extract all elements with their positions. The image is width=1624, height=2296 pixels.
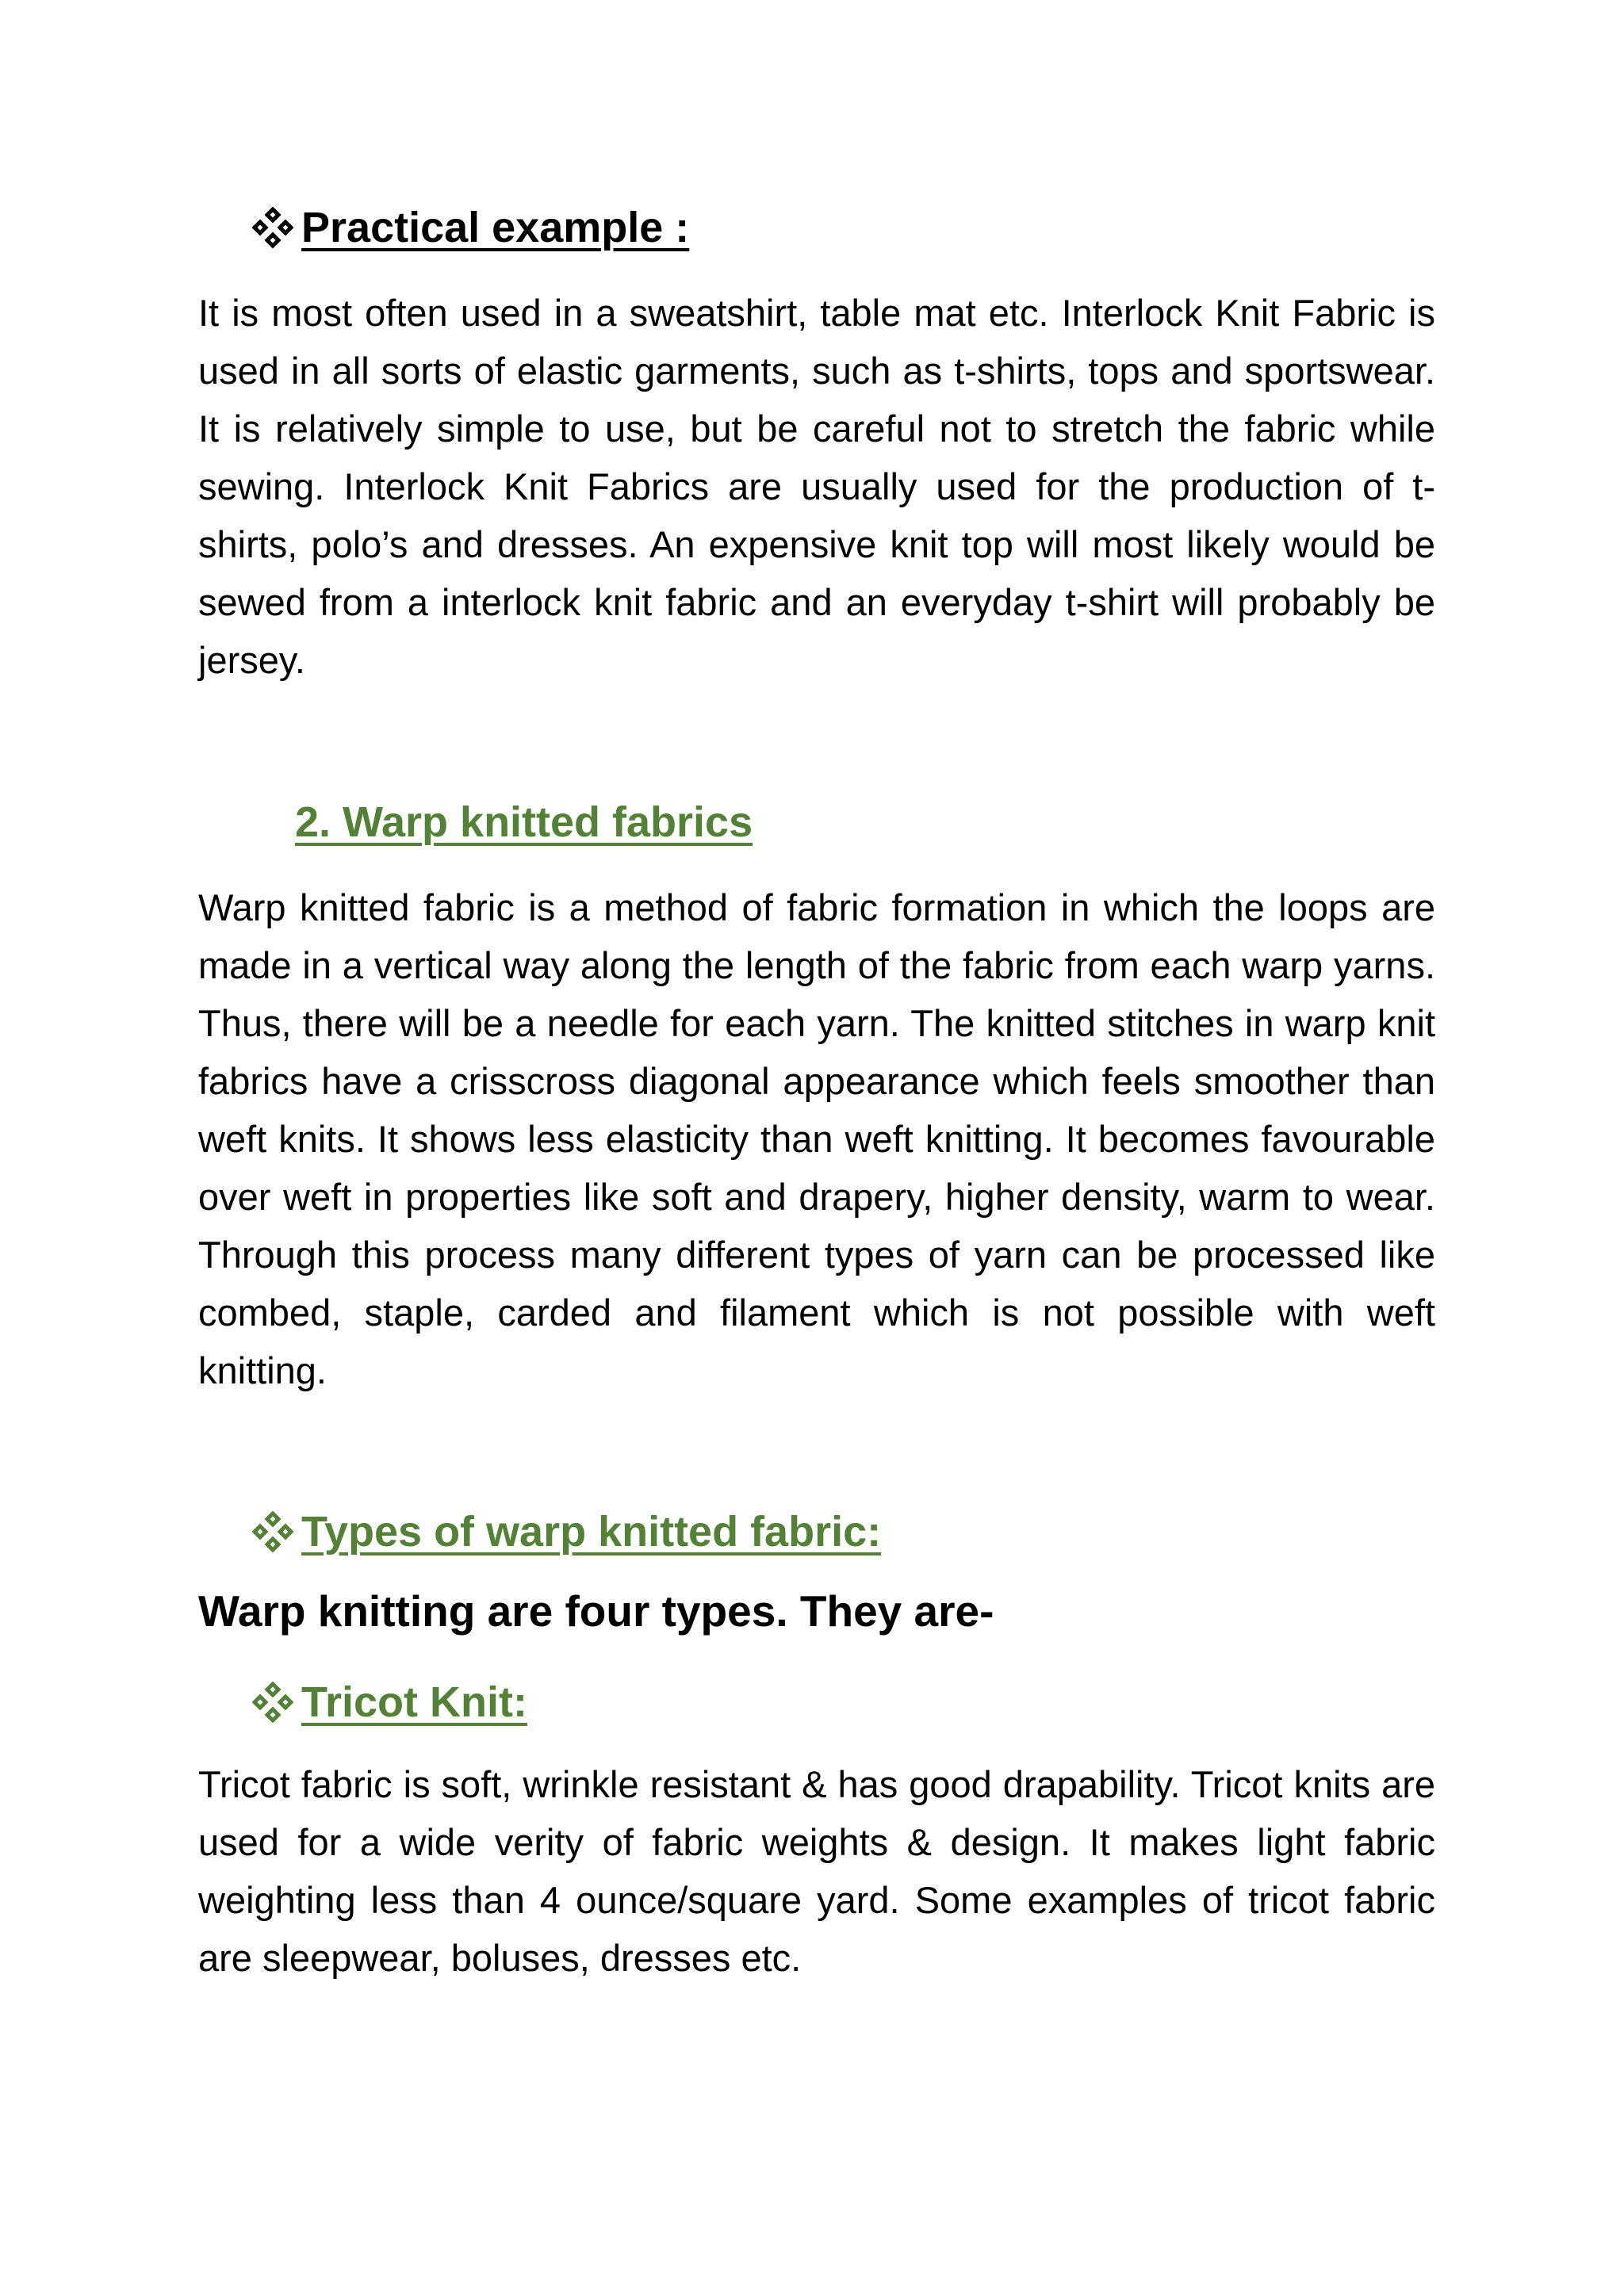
tricot-heading xyxy=(252,1678,527,1726)
tricot-paragraph: Tricot fabric is soft, wrinkle resistant & has good drapability. Tricot knits are used for a wide verity of fabric weights & design. It makes light fabric weighting less than 4 ounce/square yard. Some examples of tricot fabric are sleepwear, boluses, dresses etc. xyxy=(198,1763,1435,1979)
types-intro: Warp knitting are four types. They are- xyxy=(198,1586,994,1636)
four-diamond-bullet-icon xyxy=(252,1511,293,1552)
heading-text: Types of warp knitted fabric: xyxy=(301,1508,882,1556)
practical-example-heading xyxy=(252,206,689,249)
four-diamond-bullet-icon xyxy=(252,1682,293,1723)
heading-text: Practical example : xyxy=(301,204,690,251)
heading-text: 2. Warp knitted fabrics xyxy=(295,798,753,846)
heading-text: Tricot Knit: xyxy=(301,1678,527,1726)
four-diamond-bullet-icon xyxy=(252,207,293,248)
warp-knitted-heading xyxy=(295,798,753,847)
warp-knitted-paragraph: Warp knitted fabric is a method of fabric formation in which the loops are made in a vertical way along the length of the fabric from each warp yarns. Thus, there will be a needle for each yarn. The knitted stitches in warp knit fabrics have a crisscross diagonal appearance which feels smoother than weft knits. It shows less elasticity than weft knitting. It becomes favourable over weft in properties like soft and drapery, higher density, warm to wear. Through this process many different types of yarn can be processed like combed, staple, carded and filament which is not possible with weft knitting. xyxy=(198,886,1435,1391)
practical-example-paragraph: It is most often used in a sweatshirt, table mat etc. Interlock Knit Fabric is used in all sorts of elastic garments, such as t-shirts, tops and sportswear. It is relatively simple to use, but be careful not to stretch the fabric while sewing. Interlock Knit Fabrics are usually used for the production of t-shirts, polo’s and dresses. An expensive knit top will most likely would be sewed from a interlock knit fabric and an everyday t-shirt will probably be jersey. xyxy=(198,292,1435,681)
types-heading xyxy=(252,1508,882,1556)
